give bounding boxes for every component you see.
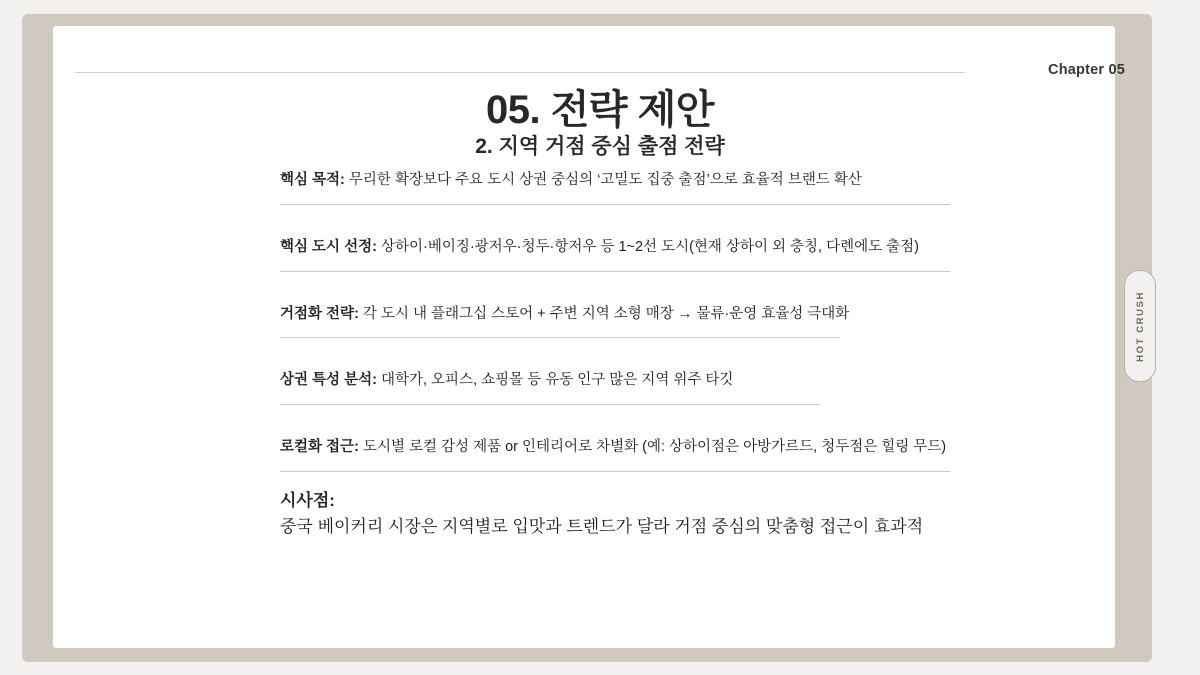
list-item [280,437,980,478]
list-item [280,304,980,345]
brand-side-tab [1124,270,1156,382]
list-item-lead: 거점화 전략: [280,305,359,322]
list-item-text [280,437,980,459]
list-item [280,170,980,211]
header-divider [75,72,965,73]
list-item-underline [280,404,820,405]
spacer [280,344,980,370]
spacer [280,211,980,237]
list-item-underline [280,204,950,205]
list-item-body: 무리한 확장보다 주요 도시 상권 중심의 ‘고밀도 집중 출점’으로 효율적 브랜드 확산 [344,172,862,188]
conclusion-label: 시사점: [280,491,335,510]
list-item-underline [280,471,950,472]
spacer [280,411,980,437]
list-item-text [280,304,980,326]
list-item-text [280,237,980,259]
list-item-lead: 상권 특성 분석: [280,372,377,389]
page-title: 05. 전략 제안 [486,88,714,132]
page-subtitle: 2. 지역 거점 중심 출점 전략 [475,135,725,158]
list-item-body: 각 도시 내 플래그십 스토어 + 주변 지역 소형 매장 → 물류·운영 효율성 극대화 [358,305,850,322]
list-item-underline [280,337,840,338]
list-item-lead: 핵심 도시 선정: [280,238,377,255]
list-item [280,237,980,278]
spacer [280,278,980,304]
brand-side-tab-label: HOT CRUSH [1134,290,1146,362]
chapter-label: Chapter 05 [1048,62,1125,78]
list-item-body: 도시별 로컬 감성 제품 or 인테리어로 차별화 (예: 상하이점은 아방가르드, 청두점은 힐링 무드) [358,439,947,455]
list-item-body: 대학가, 오피스, 쇼핑몰 등 유동 인구 많은 지역 위주 타깃 [376,372,734,389]
list-item-lead: 로컬화 접근: [280,439,359,455]
list-item-text [280,170,980,192]
list-item-text [280,370,980,392]
conclusion-block [280,488,1040,541]
conclusion-text: 중국 베이커리 시장은 지역별로 입맛과 트렌드가 달라 거점 중심의 맞춤형 접근이 효과적 [280,517,924,537]
list-item-lead: 핵심 목적: [280,172,345,188]
list-item-underline [280,271,950,272]
list-item [280,370,980,411]
strategy-list [280,170,980,478]
list-item-body: 상하이·베이징·광저우·청두·항저우 등 1~2선 도시(현재 상하이 외 충칭, 다롄에도 출점) [376,238,920,255]
